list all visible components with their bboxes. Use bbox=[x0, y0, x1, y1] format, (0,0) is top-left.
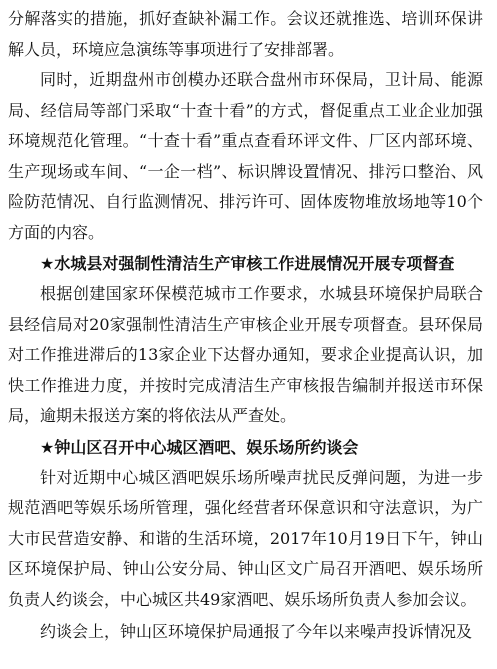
paragraph-panzhou-inspection: 同时，近期盘州市创模办还联合盘州市环保局，卫计局、能源局、经信局等部门采取“十查十看”的方式，督促重点工业企业加强环境规范化管理。“十查十看”重点查看环评文件、厂区内部环境、生产现场或车间、“一企一档”、标识牌设置情况、排污口整治、风险防范情况、自行监测情况、排污许可、固体废物堆放场地等10个方面的内容。 bbox=[8, 70, 483, 242]
paragraph-zhongshan-noise: 针对近期中心城区酒吧娱乐场所噪声扰民反弹问题，为进一步规范酒吧等娱乐场所管理，强化经营者环保意识和守法意识，为广大市民营造安静、和谐的生活环境，2017年10月19日下午，钟山区环境保护局、钟山公安分局、钟山区文广局召开酒吧、娱乐场所负责人约谈会，中心城区共49家酒吧、娱乐场所负责人参加会议。 bbox=[8, 467, 483, 609]
paragraph-meeting-arrangements: 分解落实的措施，抓好查缺补漏工作。会议还就推选、培训环保讲解人员，环境应急演练等事项进行了安排部署。 bbox=[8, 9, 483, 59]
section-heading-shuicheng: ★水城县对强制性清洁生产审核工作进展情况开展专项督查 bbox=[40, 254, 455, 273]
paragraph-meeting-report: 约谈会上，钟山区环境保护局通报了今年以来噪声投诉情况及 bbox=[40, 622, 473, 641]
section-heading-zhongshan: ★钟山区召开中心城区酒吧、娱乐场所约谈会 bbox=[40, 437, 359, 457]
paragraph-shuicheng-audit: 根据创建国家环保模范城市工作要求，水城县环境保护局联合县经信局对20家强制性清洁生产审核企业开展专项督查。县环保局对工作推进滞后的13家企业下达督办通知，要求企业提高认识，加快工作推进力度，并按时完成清洁生产审核报告编制并报送市环保局，逾期未报送方案的将依法从严查处。 bbox=[8, 284, 483, 425]
